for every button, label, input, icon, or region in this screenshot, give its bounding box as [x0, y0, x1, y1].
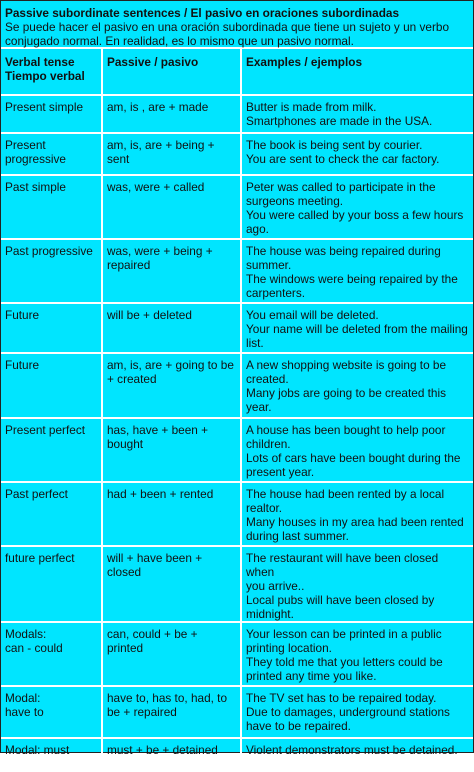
example-cell: Your lesson can be printed in a public printing location. They told me that you letters could be printed any time you like. [241, 622, 473, 686]
header-row [1, 49, 473, 95]
example-cell: The house had been rented by a local realtor. Many houses in my area had been rented during last summer. [241, 482, 473, 546]
example-cell: The book is being sent by courier. You are sent to check the car factory. [241, 133, 473, 175]
table-row [1, 686, 473, 738]
passive-cell: have to, has to, had, to be + repaired [102, 686, 241, 738]
table-row [1, 239, 473, 303]
example-cell: Peter was called to participate in the surgeons meeting. You were called by your boss a few hours ago. [241, 175, 473, 239]
passive-cell: was, were + being + repaired [102, 239, 241, 303]
example-cell: Butter is made from milk. Smartphones are made in the USA. [241, 95, 473, 133]
header-tense: Verbal tense Tiempo verbal [1, 49, 102, 95]
intro-body: Se puede hacer el pasivo en una oración subordinada que tiene un sujeto y un verbo conjugado normal. En realidad, es lo mismo que un pasivo normal. [5, 20, 450, 48]
intro-title: Passive subordinate sentences / El pasivo en oraciones subordinadas [5, 6, 400, 20]
table-row [1, 175, 473, 239]
tense-cell: future perfect [1, 546, 102, 622]
tense-cell: Present progressive [1, 133, 102, 175]
passive-cell: am, is , are + made [102, 95, 241, 133]
table-row [1, 133, 473, 175]
tense-cell: Present simple [1, 95, 102, 133]
table-row [1, 546, 473, 622]
example-cell: The house was being repaired during summer. The windows were being repaired by the carpenters. [241, 239, 473, 303]
tense-cell: Past simple [1, 175, 102, 239]
passive-cell: was, were + called [102, 175, 241, 239]
table-row [1, 95, 473, 133]
passive-cell: can, could + be + printed [102, 622, 241, 686]
passive-cell: am, is, are + going to be + created [102, 353, 241, 418]
header-passive: Passive / pasivo [102, 49, 241, 95]
passive-cell: will be + deleted [102, 303, 241, 353]
tense-cell: Modal: have to [1, 686, 102, 738]
tense-cell: Future [1, 303, 102, 353]
example-cell: The restaurant will have been closed when you arrive.. Local pubs will have been closed by midnight. [241, 546, 473, 622]
tense-cell: Future [1, 353, 102, 418]
tense-cell: Past perfect [1, 482, 102, 546]
tense-cell: Modals: can - could [1, 622, 102, 686]
header-examples: Examples / ejemplos [241, 49, 473, 95]
example-cell: A new shopping website is going to be created. Many jobs are going to be created this year. [241, 353, 473, 418]
passive-cell: am, is, are + being + sent [102, 133, 241, 175]
table-row [1, 622, 473, 686]
table-row [1, 482, 473, 546]
table-row [1, 353, 473, 418]
example-cell: Violent demonstrators must be detained. [241, 738, 473, 771]
passive-tenses-table [1, 49, 473, 772]
passive-cell: had + been + rented [102, 482, 241, 546]
tense-cell: Present perfect [1, 418, 102, 482]
table-row [1, 303, 473, 353]
passive-cell: has, have + been + bought [102, 418, 241, 482]
table-row [1, 738, 473, 771]
passive-cell: will + have been + closed [102, 546, 241, 622]
example-cell: A house has been bought to help poor children. Lots of cars have been bought during the present year. [241, 418, 473, 482]
passive-cell: must + be + detained [102, 738, 241, 771]
intro-section [1, 1, 473, 49]
example-cell: The TV set has to be repaired today. Due to damages, underground stations have to be repaired. [241, 686, 473, 738]
example-cell: You email will be deleted. Your name will be deleted from the mailing list. [241, 303, 473, 353]
tense-cell: Past progressive [1, 239, 102, 303]
tense-cell: Modal: must [1, 738, 102, 771]
table-row [1, 418, 473, 482]
